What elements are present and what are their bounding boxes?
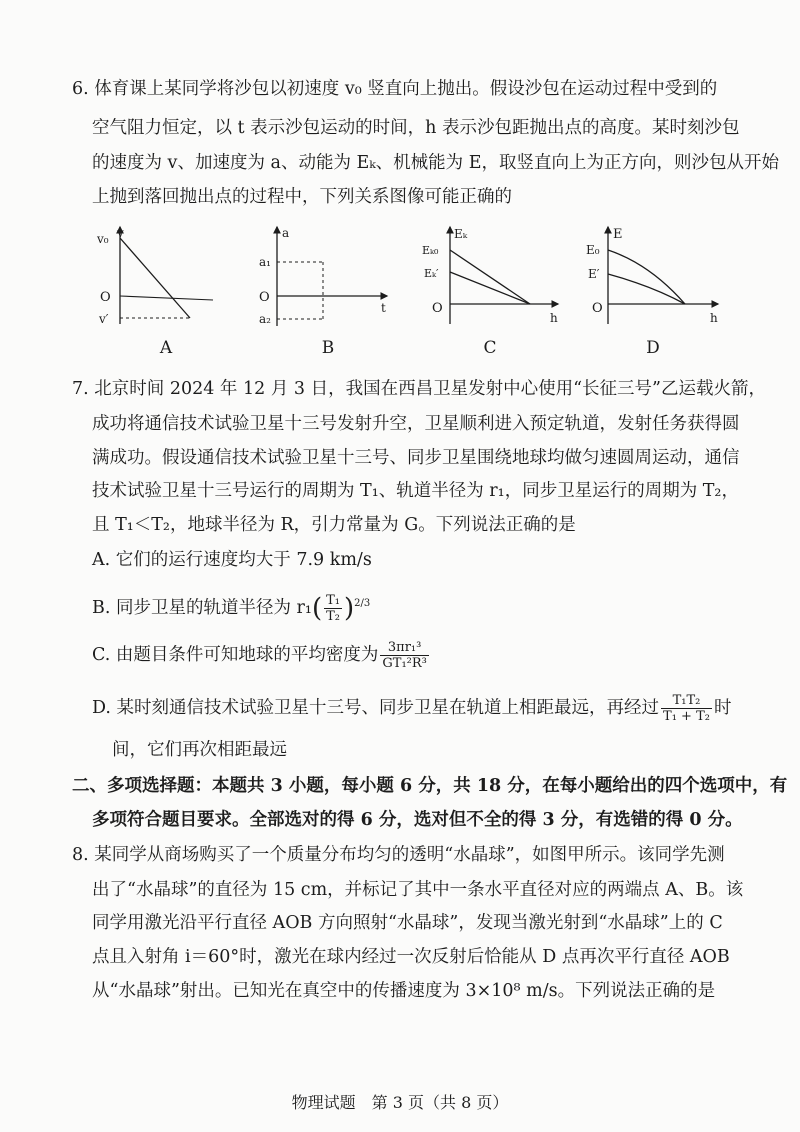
graph-b-ybottom: a₂ — [259, 312, 271, 326]
graph-d-ytop: E₀ — [586, 243, 600, 257]
graph-b-xlabel: t — [381, 301, 386, 315]
graph-b-ytop: a₁ — [259, 255, 271, 269]
q8-line-4: 点且入射角 i＝60°时，激光在球内经过一次反射后恰能从 D 点再次平行直径 AOB — [92, 947, 730, 967]
q7-line-2: 成功将通信技术试验卫星十三号发射升空，卫星顺利进入预定轨道，发射任务获得圆 — [92, 414, 740, 434]
q8-line-5: 从“水晶球”射出。已知光在真空中的传播速度为 3×10⁸ m/s。下列说法正确的是 — [92, 981, 716, 1001]
q8-line-1: 8. 某同学从商场购买了一个质量分布均匀的透明“水晶球”，如图甲所示。该同学先测 — [72, 845, 725, 865]
graph-c-xlabel: h — [550, 311, 558, 325]
graph-a — [95, 224, 220, 329]
graph-a-line — [120, 238, 190, 318]
graph-a-x-axis — [120, 296, 213, 300]
q7-line-1: 7. 北京时间 2024 年 12 月 3 日，我国在西昌卫星发射中心使用“长征三号”乙运载火箭， — [72, 379, 766, 399]
graph-c-ylabel: Eₖ — [454, 227, 468, 241]
q7-line-4: 技术试验卫星十三号运行的周期为 T₁、轨道半径为 r₁，同步卫星运行的周期为 T₂， — [92, 481, 739, 501]
graph-b — [255, 224, 395, 329]
graph-a-ybottom: v′ — [99, 312, 109, 326]
q8-line-2: 出了“水晶球”的直径为 15 cm，并标记了其中一条水平直径对应的两端点 A、B。该 — [92, 880, 744, 900]
q7-option-d-frac: $\frac{\text{T₁T₂}}{\text{T₁ + T₂}}$ — [663, 693, 710, 724]
graph-d-label: D — [646, 338, 660, 358]
q7-option-b-frac: $\frac{\text{T₁}}{\text{T₂}}$ — [326, 592, 340, 624]
graph-c-ytop: Eₖ₀ — [422, 244, 439, 257]
q7-option-d-text: D. 某时刻通信技术试验卫星十三号、同步卫星在轨道上相距最远，再经过 — [92, 698, 660, 718]
graph-d-origin: O — [592, 301, 603, 316]
q6-line-1: 6. 体育课上某同学将沙包以初速度 v₀ 竖直向上抛出。假设沙包在运动过程中受到的 — [72, 79, 718, 99]
q6-line-4: 上抛到落回抛出点的过程中，下列关系图像可能正确的 — [92, 187, 512, 207]
graph-c — [420, 224, 565, 329]
page-footer: 物理试题 第 3 页（共 8 页） — [291, 1093, 509, 1112]
q7-option-c-frac: $\frac{\text{3πr₁³}}{\text{GT₁²R³}}$ — [382, 640, 427, 671]
graph-a-ytop: v₀ — [97, 232, 109, 246]
q7-option-b-exp: 2/3 — [354, 598, 371, 609]
graph-c-label: C — [483, 338, 497, 358]
graph-d-curve-down — [608, 274, 685, 304]
q7-option-d — [92, 690, 731, 726]
section2-line-2: 多项符合题目要求。全部选对的得 6 分，选对但不全的得 3 分，有选错的得 0 分。 — [92, 810, 743, 830]
graph-d-ylabel: E — [613, 227, 623, 242]
graph-a-ylabel: v — [117, 226, 124, 240]
graph-a-origin: O — [100, 290, 111, 305]
q6-line-2: 空气阻力恒定，以 t 表示沙包运动的时间，h 表示沙包距抛出点的高度。某时刻沙包 — [92, 118, 740, 138]
graph-c-ymid: Eₖ′ — [424, 267, 439, 280]
q7-option-d-line-2: 间，它们再次相距最远 — [112, 740, 287, 760]
q7-option-c — [92, 637, 431, 673]
q7-option-a: A. 它们的运行速度均大于 7.9 km/s — [92, 550, 372, 570]
graph-d-xlabel: h — [710, 311, 718, 325]
graph-a-label: A — [159, 338, 173, 358]
q7-option-b-text: B. 同步卫星的轨道半径为 r₁ — [92, 597, 312, 618]
q7-option-b: B. 同步卫星的轨道半径为 r₁( $\frac{\text{T₁}}{\text{T₂}}$ )$^{2/3}$ — [92, 592, 371, 624]
graph-b-label: B — [321, 338, 335, 358]
graph-b-origin: O — [259, 290, 270, 305]
q7-line-5: 且 T₁＜T₂，地球半径为 R，引力常量为 G。下列说法正确的是 — [92, 515, 576, 535]
graph-d — [580, 224, 725, 329]
q6-line-3: 的速度为 v、加速度为 a、动能为 Eₖ、机械能为 E，取竖直向上为正方向，则沙包从开始 — [92, 153, 780, 173]
graph-c-origin: O — [432, 301, 443, 316]
graph-b-ylabel: a — [282, 226, 290, 240]
q7-option-d-tail: 时 — [713, 698, 732, 718]
q7-option-c-text: C. 由题目条件可知地球的平均密度为 — [92, 645, 379, 665]
q7-line-3: 满成功。假设通信技术试验卫星十三号、同步卫星围绕地球均做匀速圆周运动，通信 — [92, 448, 740, 468]
q8-line-3: 同学用激光沿平行直径 AOB 方向照射“水晶球”，发现当激光射到“水晶球”上的 C — [92, 913, 723, 933]
graph-d-ymid: E′ — [588, 267, 600, 281]
section2-line-1: 二、多项选择题：本题共 3 小题，每小题 6 分，共 18 分，在每小题给出的四个选项中，有 — [72, 776, 788, 796]
